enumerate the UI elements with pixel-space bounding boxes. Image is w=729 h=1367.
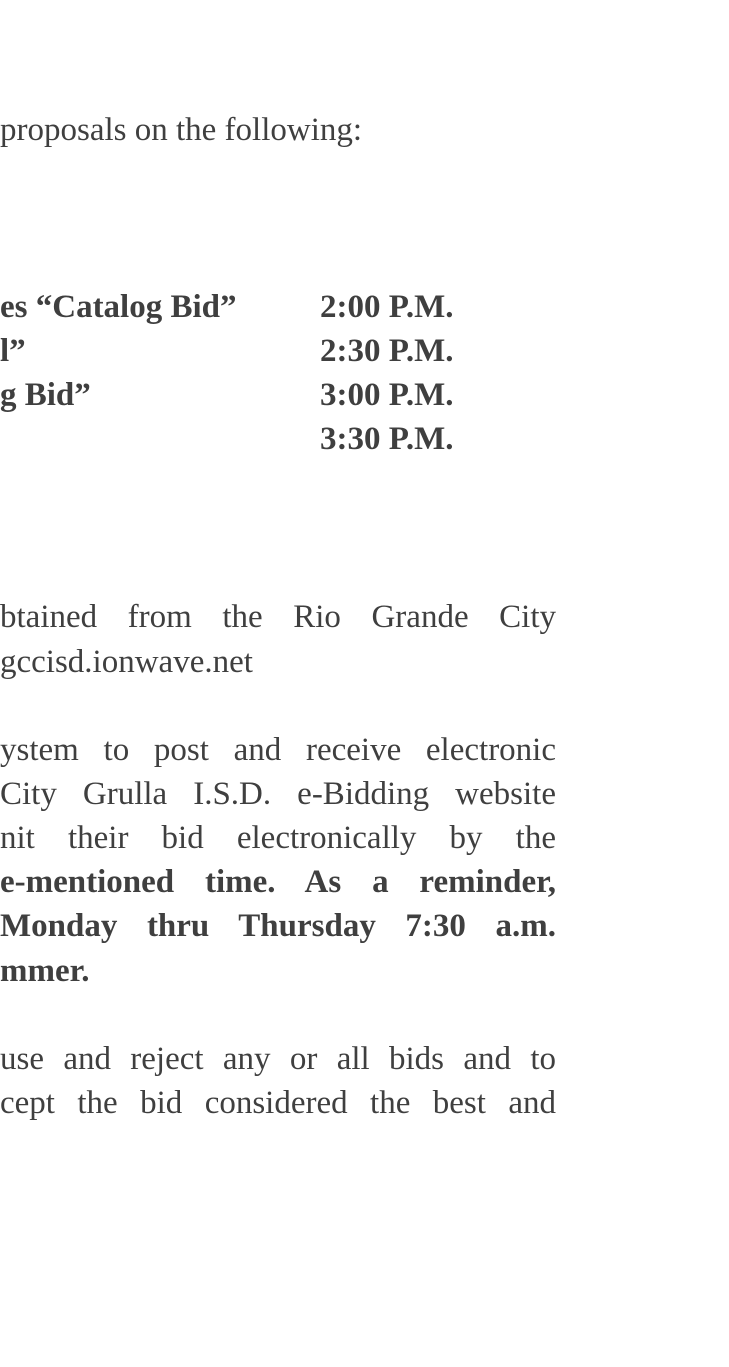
schedule-item-time: 3:30 P.M. [320, 421, 454, 457]
paragraph-line: cept the bid considered the best and [0, 1085, 556, 1121]
paragraph-line: btained from the Rio Grande City [0, 599, 556, 635]
paragraph-line: mmer. [0, 953, 90, 989]
schedule-item-time: 3:00 P.M. [320, 377, 454, 413]
paragraph-line: City Grulla I.S.D. e-Bidding website [0, 776, 556, 812]
paragraph-line: use and reject any or all bids and to [0, 1041, 556, 1077]
schedule-item-label: g Bid” [0, 377, 91, 413]
schedule-item-time: 2:00 P.M. [320, 289, 454, 325]
intro-text: proposals on the following: [0, 112, 363, 148]
paragraph-line: e-mentioned time. As a reminder, [0, 864, 556, 900]
paragraph-line: ystem to post and receive electronic [0, 732, 556, 768]
paragraph-line: Monday thru Thursday 7:30 a.m. [0, 908, 556, 944]
schedule-item-label: l” [0, 333, 26, 369]
paragraph-line: nit their bid electronically by the [0, 820, 556, 856]
paragraph-line: gccisd.ionwave.net [0, 644, 253, 680]
schedule-item-time: 2:30 P.M. [320, 333, 454, 369]
schedule-item-label: es “Catalog Bid” [0, 289, 237, 325]
